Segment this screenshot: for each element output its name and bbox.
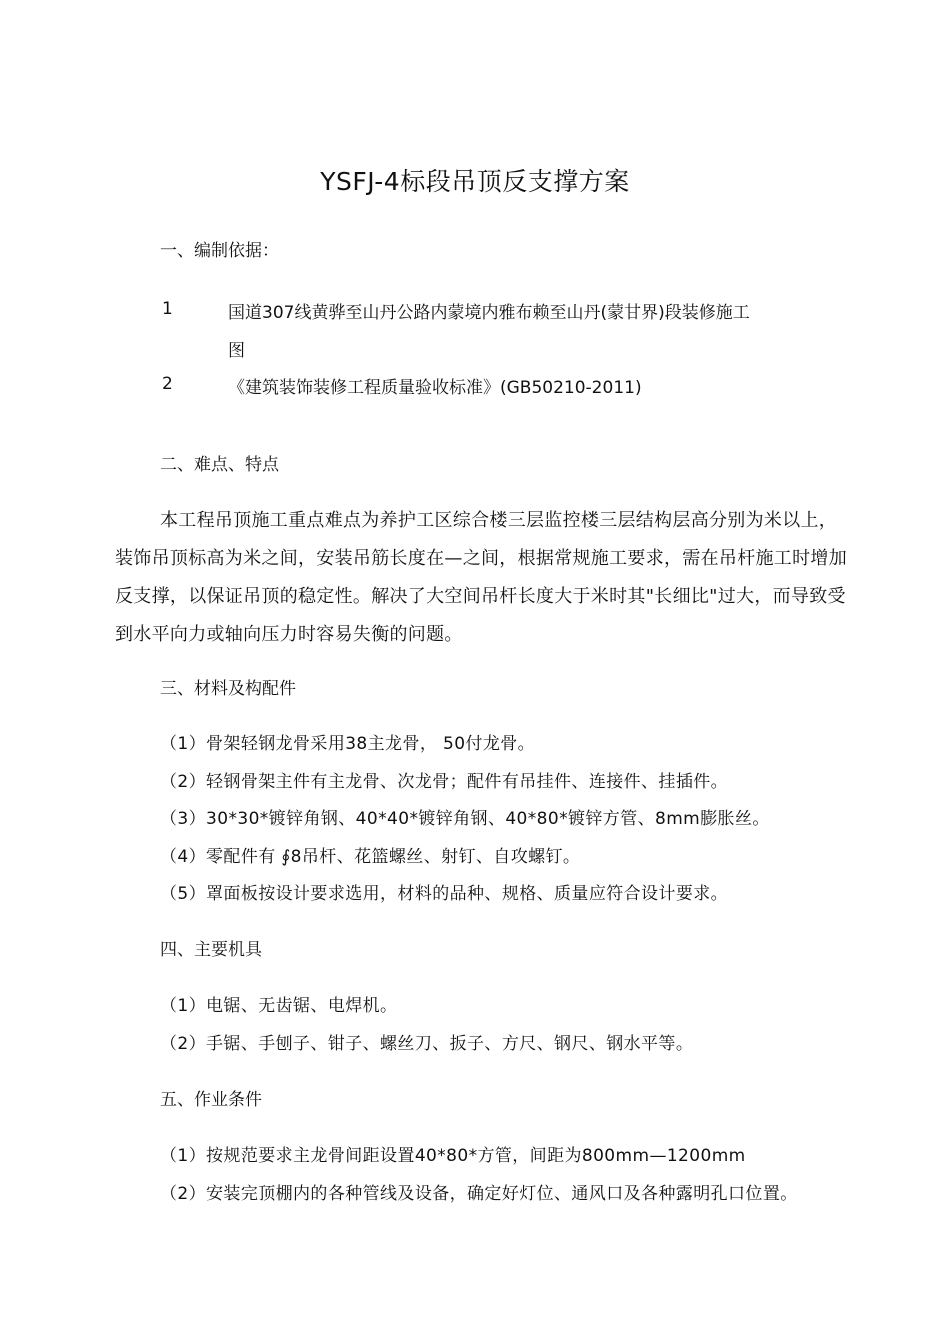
reference-text: 国道307线黄骅至山丹公路内蒙境内雅布赖至山丹(蒙甘界)段装修施工 bbox=[228, 303, 750, 323]
reference-number: 1 bbox=[162, 299, 173, 319]
section-heading-conditions: 五、作业条件 bbox=[160, 1090, 262, 1110]
reference-number: 2 bbox=[162, 374, 173, 394]
condition-item: （1）按规范要求主龙骨间距设置40*80*方管，间距为800mm—1200mm bbox=[160, 1146, 746, 1166]
paragraph-line: 到水平向力或轴向压力时容易失衡的问题。 bbox=[115, 624, 463, 645]
section-heading-basis: 一、编制依据： bbox=[160, 241, 279, 261]
reference-text-continued: 图 bbox=[228, 341, 245, 361]
condition-item: （2）安装完顶棚内的各种管线及设备，确定好灯位、通风口及各种露明孔口位置。 bbox=[160, 1184, 798, 1204]
section-heading-tools: 四、主要机具 bbox=[160, 940, 262, 960]
material-item: （1）骨架轻钢龙骨采用38主龙骨， 50付龙骨。 bbox=[160, 734, 536, 754]
tool-item: （1）电锯、无齿锯、电焊机。 bbox=[160, 996, 398, 1016]
material-item: （3）30*30*镀锌角钢、40*40*镀锌角钢、40*80*镀锌方管、8mm膨胀丝。 bbox=[160, 809, 770, 829]
paragraph-line: 装饰吊顶标高为米之间，安装吊筋长度在—之间，根据常规施工要求，需在吊杆施工时增加 bbox=[115, 548, 847, 569]
document-title: YSFJ-4标段吊顶反支撑方案 bbox=[320, 167, 630, 196]
paragraph-line: 本工程吊顶施工重点难点为养护工区综合楼三层监控楼三层结构层高分别为米以上， bbox=[160, 510, 838, 531]
tool-item: （2）手锯、手刨子、钳子、螺丝刀、扳子、方尺、钢尺、钢水平等。 bbox=[160, 1034, 694, 1054]
material-item: （4）零配件有 ∮8吊杆、花篮螺丝、射钉、自攻螺钉。 bbox=[160, 847, 581, 867]
section-heading-materials: 三、材料及构配件 bbox=[160, 679, 296, 699]
paragraph-line: 反支撑，以保证吊顶的稳定性。解决了大空间吊杆长度大于米时其"长细比"过大，而导致受 bbox=[115, 586, 846, 607]
section-heading-difficulties: 二、难点、特点 bbox=[160, 455, 279, 475]
reference-text: 《建筑装饰装修工程质量验收标准》(GB50210-2011) bbox=[228, 378, 642, 398]
material-item: （5）罩面板按设计要求选用，材料的品种、规格、质量应符合设计要求。 bbox=[160, 884, 729, 904]
material-item: （2）轻钢骨架主件有主龙骨、次龙骨；配件有吊挂件、连接件、挂插件。 bbox=[160, 772, 729, 792]
